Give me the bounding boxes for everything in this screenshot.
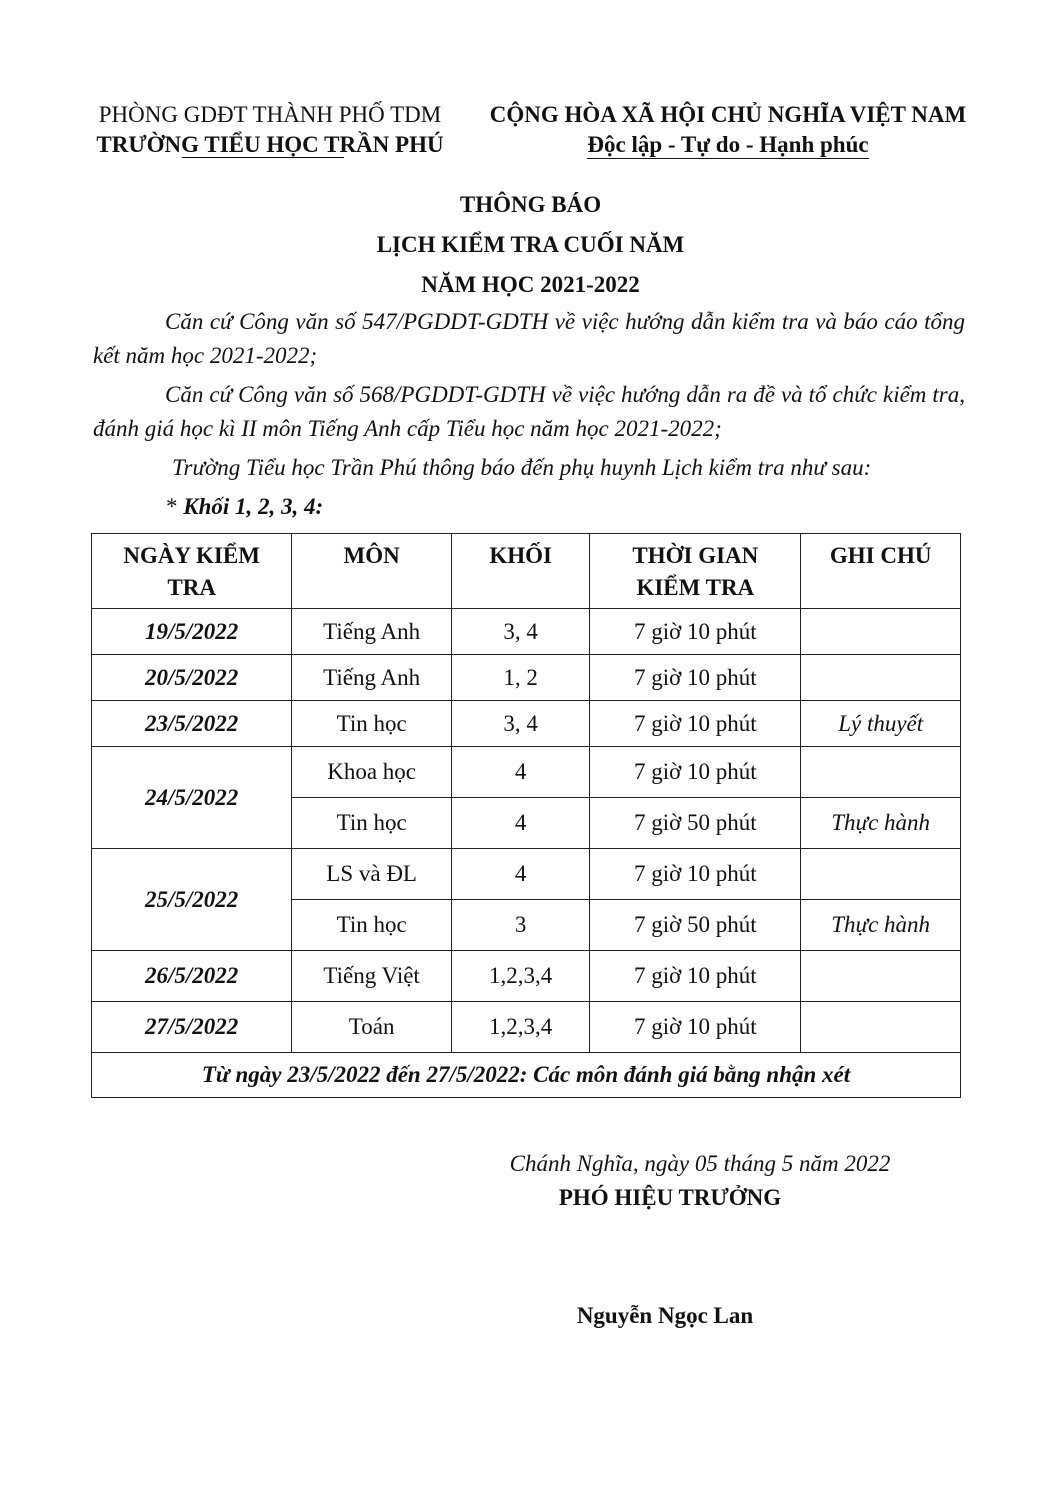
announcement-paragraph: Trường Tiểu học Trần Phú thông báo đến phụ huynh Lịch kiểm tra như sau:	[172, 455, 872, 480]
table-footer-note: Từ ngày 23/5/2022 đến 27/5/2022: Các môn đánh giá bằng nhận xét	[92, 1053, 961, 1098]
cell-subject: Tiếng Việt	[292, 951, 452, 1002]
cell-grade: 1,2,3,4	[451, 1002, 589, 1053]
cell-note	[801, 1002, 961, 1053]
cell-subject: Tiếng Anh	[292, 655, 452, 701]
signer-name: Nguyễn Ngọc Lan	[576, 1303, 754, 1328]
header-time: THỜI GIAN KIỂM TRA	[590, 534, 801, 609]
cell-grade: 1, 2	[451, 655, 589, 701]
header-subject: MÔN	[292, 534, 452, 609]
header-note: GHI CHÚ	[801, 534, 961, 609]
grade-group-label	[166, 490, 323, 524]
cell-note: Lý thuyết	[801, 701, 961, 747]
cell-subject: LS và ĐL	[292, 849, 452, 900]
school-name-underline	[182, 157, 343, 159]
cell-grade: 3, 4	[451, 609, 589, 655]
document-title	[0, 185, 1061, 305]
table-row	[92, 701, 961, 747]
cell-subject: Tiếng Anh	[292, 609, 452, 655]
school-name-text: TRƯỜNG TIỂU HỌC TRẦN PHÚ	[96, 132, 444, 157]
national-header	[468, 100, 988, 160]
cell-date: 24/5/2022	[92, 747, 292, 849]
cell-subject: Tin học	[292, 900, 452, 951]
cell-grade: 3, 4	[451, 701, 589, 747]
table-header-row	[92, 534, 961, 609]
cell-date: 20/5/2022	[92, 655, 292, 701]
title-line-2: LỊCH KIỂM TRA CUỐI NĂM	[376, 232, 685, 257]
cell-grade: 4	[451, 849, 589, 900]
table-row	[92, 655, 961, 701]
cell-date: 19/5/2022	[92, 609, 292, 655]
cell-date: 25/5/2022	[92, 849, 292, 951]
cell-date: 26/5/2022	[92, 951, 292, 1002]
table-row	[92, 951, 961, 1002]
place-and-date: Chánh Nghĩa, ngày 05 tháng 5 năm 2022	[509, 1151, 891, 1176]
cell-time: 7 giờ 10 phút	[590, 747, 801, 798]
cell-note	[801, 747, 961, 798]
signer-title: PHÓ HIỆU TRƯỞNG	[558, 1185, 782, 1210]
department-name: PHÒNG GDĐT THÀNH PHỐ TDM	[98, 102, 442, 127]
cell-grade: 4	[451, 798, 589, 849]
table-footer-row	[92, 1053, 961, 1098]
cell-grade: 1,2,3,4	[451, 951, 589, 1002]
cell-subject: Tin học	[292, 798, 452, 849]
cell-time: 7 giờ 10 phút	[590, 655, 801, 701]
cell-time: 7 giờ 10 phút	[590, 951, 801, 1002]
grade-group-bullet: *	[166, 494, 184, 519]
cell-note: Thực hành	[801, 798, 961, 849]
cell-note	[801, 609, 961, 655]
cell-time: 7 giờ 50 phút	[590, 900, 801, 951]
table-row	[92, 1002, 961, 1053]
cell-subject: Khoa học	[292, 747, 452, 798]
cell-subject: Toán	[292, 1002, 452, 1053]
school-header	[70, 100, 470, 160]
cell-time: 7 giờ 50 phút	[590, 798, 801, 849]
cell-grade: 4	[451, 747, 589, 798]
table-row	[92, 747, 961, 798]
cell-note: Thực hành	[801, 900, 961, 951]
cell-note	[801, 655, 961, 701]
cell-date: 27/5/2022	[92, 1002, 292, 1053]
title-line-1: THÔNG BÁO	[459, 192, 602, 217]
cell-subject: Tin học	[292, 701, 452, 747]
national-title: CỘNG HÒA XÃ HỘI CHỦ NGHĨA VIỆT NAM	[489, 102, 967, 127]
table-row	[92, 609, 961, 655]
cell-grade: 3	[451, 900, 589, 951]
cell-note	[801, 951, 961, 1002]
basis-paragraph-1: Căn cứ Công văn số 547/PGDDT-GDTH về việc hướng dẫn kiểm tra và báo cáo tổng kết năm học 2021-2022;	[93, 309, 965, 368]
table-row	[92, 849, 961, 900]
header-date: NGÀY KIỂM TRA	[92, 534, 292, 609]
cell-time: 7 giờ 10 phút	[590, 609, 801, 655]
school-name	[96, 130, 443, 160]
cell-time: 7 giờ 10 phút	[590, 701, 801, 747]
title-line-3: NĂM HỌC 2021-2022	[421, 272, 640, 297]
grade-group-text: Khối 1, 2, 3, 4:	[183, 494, 324, 519]
national-motto: Độc lập - Tự do - Hạnh phúc	[587, 132, 869, 157]
cell-time: 7 giờ 10 phút	[590, 1002, 801, 1053]
cell-note	[801, 849, 961, 900]
basis-paragraph-2: Căn cứ Công văn số 568/PGDDT-GDTH về việc hướng dẫn ra đề và tổ chức kiểm tra, đánh giá học kì II môn Tiếng Anh cấp Tiểu học năm học 2021-2022;	[93, 382, 965, 441]
header-grade: KHỐI	[451, 534, 589, 609]
exam-schedule-table	[91, 533, 961, 1098]
cell-time: 7 giờ 10 phút	[590, 849, 801, 900]
cell-date: 23/5/2022	[92, 701, 292, 747]
